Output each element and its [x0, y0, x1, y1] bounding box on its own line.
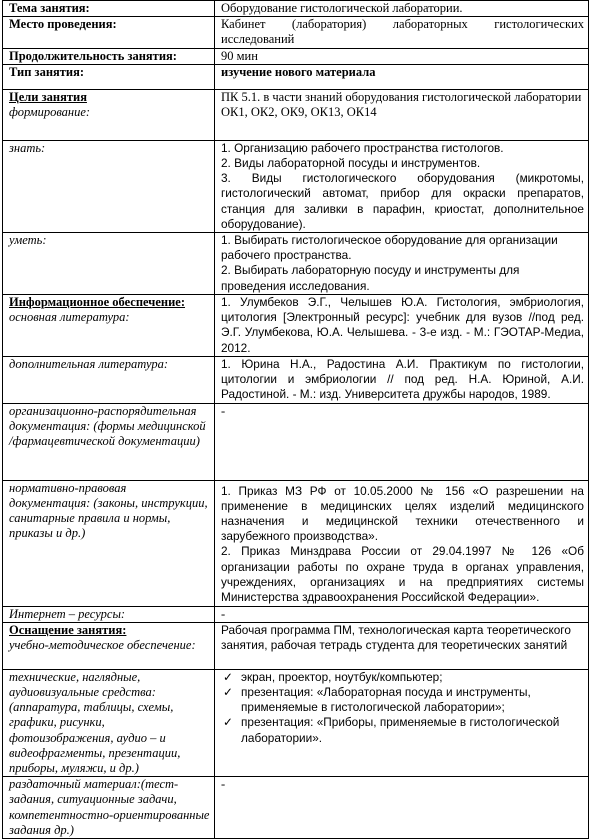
label-goals-formation: формирование:	[9, 105, 91, 120]
know-item: 3. Виды гистологического оборудования (микротомы, гистологический автомат, прибор для окраски препаратов, станция для заливки в парафин, криостат, дополнительное оборудование).	[221, 171, 584, 231]
label-info: Информационное обеспечение:	[9, 295, 185, 310]
row-type	[3, 64, 589, 89]
row-handout	[3, 777, 589, 839]
know-item: 2. Виды лабораторной посуды и инструментов.	[221, 156, 481, 171]
label-extra-literature: дополнительная литература:	[3, 357, 215, 404]
value-goals-ok: ОК1, ОК2, ОК9, ОК13, ОК14	[221, 105, 377, 120]
cell-norm-docs-value	[215, 480, 589, 606]
label-skills: уметь:	[3, 233, 215, 295]
cell-info-label	[3, 295, 215, 357]
tech-item-text: презентация: «Лабораторная посуда и инструменты, применяемые в гистологической лаборатории»;	[241, 685, 531, 715]
value-org-docs: -	[215, 403, 589, 480]
row-extra-literature	[3, 357, 589, 404]
label-org-docs: организационно-распорядительная документация: (формы медицинской /фармацевтической документации)	[3, 403, 215, 480]
lesson-plan-table	[2, 0, 589, 839]
cell-equipment-label	[3, 622, 215, 669]
label-tech: технические, наглядные, аудиовизуальные средства: (аппаратура, таблицы, схемы, графики, рисунки, фотоизображения, аудио – и видеофрагменты, презентации, приборы, муляжи, и др.)	[3, 669, 215, 776]
row-place	[3, 17, 589, 48]
label-goals: Цели занятия	[9, 89, 87, 104]
row-tech	[3, 669, 589, 776]
row-info	[3, 295, 589, 357]
cell-know-value	[215, 140, 589, 232]
row-duration	[3, 48, 589, 64]
checkmark-icon: ✓	[223, 715, 233, 730]
row-equipment	[3, 622, 589, 669]
checkmark-icon: ✓	[223, 685, 233, 700]
label-main-literature: основная литература:	[9, 310, 130, 325]
row-know	[3, 140, 589, 232]
skill-item: 1. Выбирать гистологическое оборудование для организации рабочего пространства.	[221, 233, 558, 263]
norm-doc-item: 2. Приказ Минздрава России от 29.04.1997 № 126 «Об организации работы по охране труда в органах управления, учреждениях, организациях и на предприятиях системы Министерства здравоохранения Российской Федерации».	[221, 544, 584, 605]
label-place: Место проведения:	[3, 17, 215, 48]
label-norm-docs: нормативно-правовая документация: (законы, инструкции, санитарные правила и нормы, приказы и др.)	[3, 480, 215, 606]
value-goals-pk: ПК 5.1. в части знаний оборудования гистологической лаборатории	[221, 89, 582, 104]
tech-item-text: презентация: «Приборы, применяемые в гистологической лаборатории».	[241, 715, 560, 745]
cell-skills-value	[215, 233, 589, 295]
row-org-docs	[3, 403, 589, 480]
value-extra-literature: 1. Юрина Н.А., Радостина А.И. Практикум по гистологии, цитологии и эмбриологии // под ред. Н.А. Юриной, А.И. Радостиной. - М.: изд. Университета дружбы народов, 1989.	[215, 357, 589, 404]
row-goals	[3, 89, 589, 140]
tech-item	[221, 715, 584, 745]
row-norm-docs	[3, 480, 589, 606]
value-methodical: Рабочая программа ПМ, технологическая карта теоретического занятия, рабочая тетрадь студента для теоретических занятий	[215, 622, 589, 669]
checkmark-icon: ✓	[223, 669, 233, 684]
value-handout: -	[215, 777, 589, 839]
row-topic	[3, 1, 589, 17]
label-type: Тип занятия:	[3, 64, 215, 89]
tech-list	[221, 670, 584, 746]
cell-tech-value	[215, 669, 589, 776]
row-skills	[3, 233, 589, 295]
skill-item: 2. Выбирать лабораторную посуду и инструменты для проведения исследования.	[221, 263, 520, 293]
cell-goals-label	[3, 89, 215, 140]
tech-item	[221, 685, 584, 715]
value-place: Кабинет (лаборатория) лабораторных гистологических исследований	[215, 17, 589, 48]
label-duration: Продолжительность занятия:	[3, 48, 215, 64]
cell-goals-value	[215, 89, 589, 140]
value-topic: Оборудование гистологической лаборатории.	[215, 1, 589, 17]
label-internet: Интернет – ресурсы:	[3, 606, 215, 622]
value-internet: -	[215, 606, 589, 622]
label-methodical: учебно-методическое обеспечение:	[9, 638, 196, 653]
value-type: изучение нового материала	[215, 64, 589, 89]
label-handout: раздаточный материал:(тест-задания, ситуационные задачи, компетентностно-ориентированные задания др.)	[3, 777, 215, 839]
label-know: знать:	[3, 140, 215, 232]
value-duration: 90 мин	[215, 48, 589, 64]
tech-item-text: экран, проектор, ноутбук/компьютер;	[241, 669, 443, 684]
tech-item	[221, 670, 584, 685]
norm-doc-item: 1. Приказ МЗ РФ от 10.05.2000 № 156 «О разрешении на применение в медицинских целях изделий медицинского назначения и медицинской техники отечественного и зарубежного производства».	[221, 483, 584, 544]
label-topic: Тема занятия:	[3, 1, 215, 17]
row-internet	[3, 606, 589, 622]
label-equipment: Оснащение занятия:	[9, 622, 127, 637]
know-item: 1. Организацию рабочего пространства гистологов.	[221, 140, 504, 155]
value-main-literature: 1. Улумбеков Э.Г., Челышев Ю.А. Гистология, эмбриология, цитология [Электронный ресурс]: учебник для вузов //под ред. Э.Г. Улумбекова, Ю.А. Челышева. - 3-е изд. - М.: ГЭОТАР-Медиа, 2012.	[215, 295, 589, 357]
